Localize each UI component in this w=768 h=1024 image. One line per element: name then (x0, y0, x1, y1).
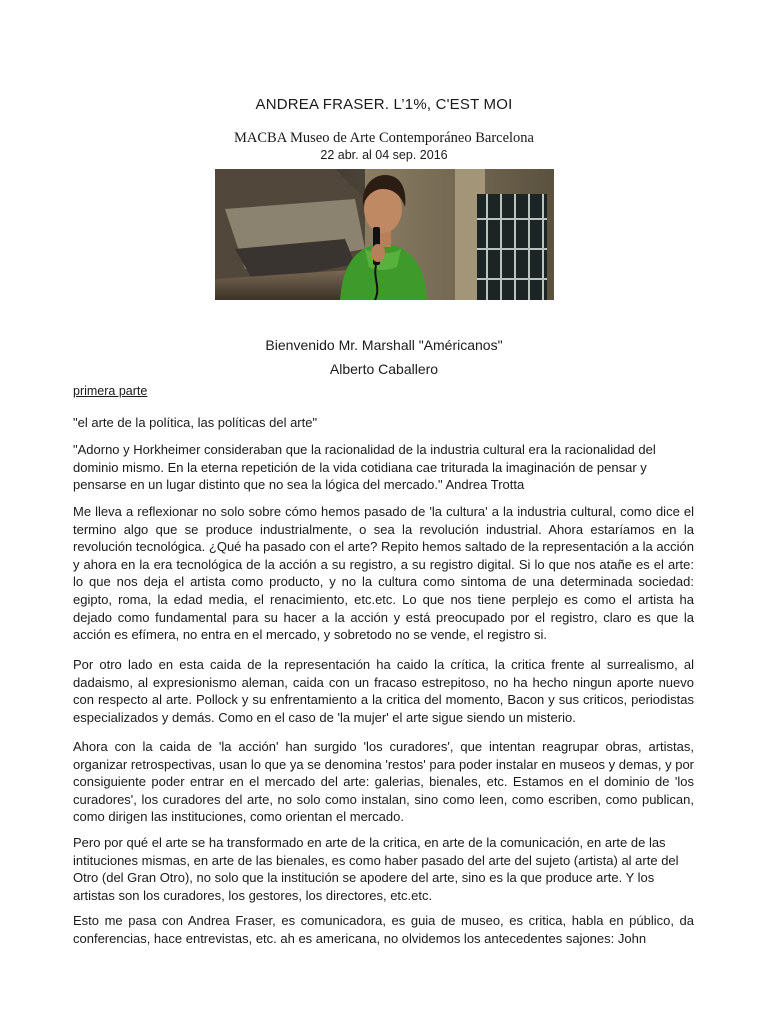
paragraph: "Adorno y Horkheimer consideraban que la racionalidad de la industria cultural era la racionalidad del dominio mismo. En la eterna repetición de la vida cotidiana cae triturada la imaginación de pensar y pensarse en un lugar distinto que no sea la lógica del mercado." Andrea Trotta (73, 442, 656, 493)
artwork-photo (215, 169, 554, 300)
paragraph: Ahora con la caida de 'la acción' han surgido 'los curadores', que intentan reagrupar obras, artistas, organizar retrospectivas, usan lo que ya se denomina 'restos' para poder instalar en museos y demas, y por consiguiente poder entrar en el mercado del arte: galerias, bienales, etc. Estamos en el dominio de 'los curadores', los curadores del arte, no solo como instalan, sino como leen, como escriben, como publican, como dirigen las instituciones, como orientan el mercado. (73, 739, 694, 825)
paragraph: "el arte de la política, las políticas del arte" (73, 415, 318, 430)
date-range: 22 abr. al 04 sep. 2016 (320, 148, 448, 162)
article-author: Alberto Caballero (329, 361, 439, 377)
page-title: ANDREA FRASER. L’1%, C'EST MOI (255, 96, 513, 113)
paragraph: Me lleva a reflexionar no solo sobre cómo hemos pasado de 'la cultura' a la industria cultural, como dice el termino algo que se produce industrialmente, o sea la revolución industrial. Ahora estaríamos en la revolución tecnológica. ¿Qué ha pasado con el arte? Repito hemos saltado de la representación a la acción y ahora en la era tecnológica de la acción a su registro, a su registro digital. Si lo que nos atañe es el arte: lo que nos deja el artista como producto, y no la cultura como sintoma de una determinada sociedad: egipto, roma, la edad media, el renacimiento, etc.etc. Lo que nos tiene perplejo es como el artista ha dejado como fundamental para su hacer a la acción y está preocupado por el registro, claro es que la acción es efímera, no entra en el mercado, y sobretodo no se vende, el registro si. (73, 504, 694, 643)
section-link-primera-parte[interactable]: primera parte (73, 384, 148, 398)
paragraph: Pero por qué el arte se ha transformado en arte de la critica, en arte de la comunicación, en arte de las intituciones mismas, en arte de las bienales, es como haber pasado del arte del sujeto (artista) al arte del Otro (del Gran Otro), no solo que la institución se apodere del arte, sino es la que produce arte. Y los artistas son los curadores, los gestores, los directores, etc.etc. (73, 835, 679, 903)
paragraph: Por otro lado en esta caida de la representación ha caido la crítica, la critica frente al surrealismo, al dadaismo, al expresionismo aleman, caida con un fracaso estrepitoso, no ha hecho ningun aporte nuevo con respecto al arte. Pollock y su enfrentamiento a la critica del momento, Bacon y sus criticos, periodistas especializados y demás. Como en el caso de 'la mujer' el arte sigue siendo un misterio. (73, 657, 694, 725)
article-subtitle: Bienvenido Mr. Marshall "Américanos" (265, 337, 503, 353)
paragraph: Esto me pasa con Andrea Fraser, es comunicadora, es guia de museo, es critica, habla en público, da conferencias, hace entrevistas, etc. ah es americana, no olvidemos los antecedentes sajones: John (73, 913, 694, 946)
venue-line: MACBA Museo de Arte Contemporáneo Barcelona (233, 130, 534, 146)
